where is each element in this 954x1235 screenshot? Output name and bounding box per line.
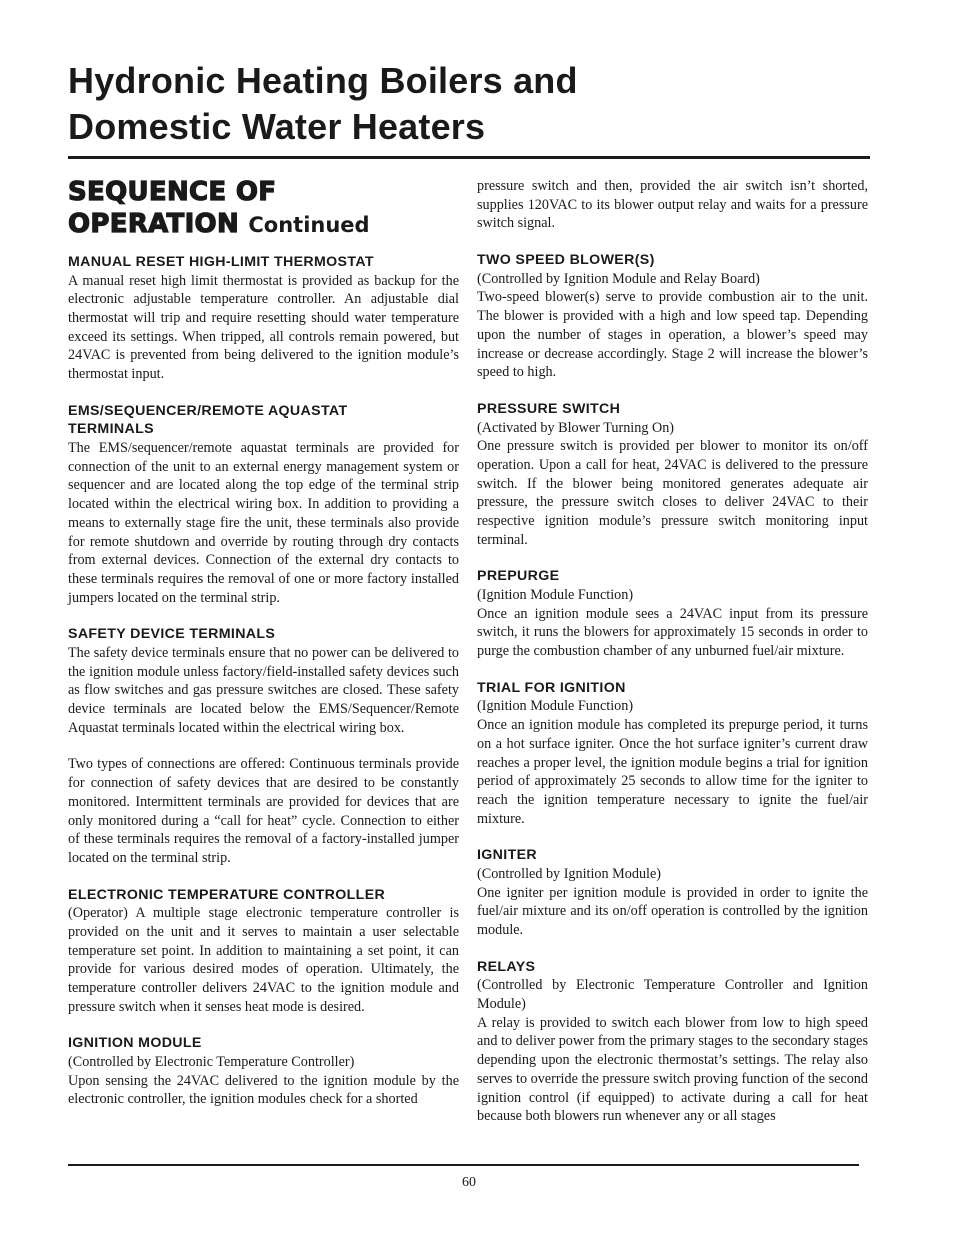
section-title-line2: OPERATION (68, 209, 240, 239)
footer-rule (68, 1164, 859, 1166)
igniter-heading: IGNITER (477, 847, 537, 864)
ems-section (68, 402, 459, 608)
etc-body: (Operator) A multiple stage electronic temperature controller is provided on the unit and it serves to maintain a user selectable temperature set point. In addition to maintaining a set point, it can provide for various desired modes of operation. Ultimately, the temperature controller delivers 24VAC to the ignition module and pressure switch when it senses heat mode is desired. (68, 905, 459, 1015)
page-title-line2: Domestic Water Heaters (68, 106, 486, 147)
safety-body-1: The safety device terminals ensure that no power can be delivered to the ignition module unless factory/field-installed safety devices such as flow switches and gas pressure switches are closed. These safety device terminals are located below the EMS/Sequencer/Remote Aquastat terminals located within the electrical wiring box. (68, 644, 459, 736)
igniter-sub: (Controlled by Ignition Module) (477, 865, 662, 882)
continuation-body: pressure switch and then, provided the air switch isn’t shorted, supplies 120VAC to its blower output relay and waits for a pressure switch signal. (477, 178, 868, 232)
section-title-line1: SEQUENCE OF (68, 177, 277, 207)
blower-heading: TWO SPEED BLOWER(S) (477, 252, 655, 269)
ignition-module-body: Upon sensing the 24VAC delivered to the ignition module by the electronic controller, the ignition modules check for a shorted (68, 1072, 459, 1108)
blower-section (477, 251, 868, 382)
ignition-module-section (68, 1034, 459, 1109)
prepurge-body: Once an ignition module sees a 24VAC input from its pressure switch, it runs the blowers for approximately 15 seconds in order to purge the combustion chamber of any unburned fuel/air mixture. (477, 605, 868, 660)
pressure-body: One pressure switch is provided per blower to monitor its on/off operation. Upon a call for heat, 24VAC is delivered to the pressure switch. If the blower being monitored generates adequate air pressure, the pressure switch closes to deliver 24VAC to their respective ignition module’s pressure switch monitoring input terminal. (477, 438, 868, 548)
igniter-section (477, 846, 868, 939)
safety-heading: SAFETY DEVICE TERMINALS (68, 626, 276, 643)
prepurge-sub: (Ignition Module Function) (477, 587, 634, 604)
continued-label: Continued (248, 213, 370, 237)
manual-reset-section (68, 253, 459, 384)
ems-body: The EMS/sequencer/remote aquastat terminals are provided for connection of the unit to an external energy management system or sequencer and are located along the top edge of the terminal strip located within the electrical wiring box. In addition to providing a means to externally stage fire the unit, these terminals also provide for remote shutdown and override by routing through dry contacts from external devices. Connection of the external dry contacts to these terminals requires the removal of one or more factory installed jumpers located on the terminal strip. (68, 440, 459, 606)
prepurge-heading: PREPURGE (477, 568, 560, 585)
trial-body: Once an ignition module has completed its prepurge period, it turns on a hot surface igniter. Once the hot surface igniter’s current draw reaches a proper level, the ignition module begins a trial for ignition period of approximately 25 seconds to allow time for the igniter to reach the ignition temperature necessary to ignite the fuel/air mixture. (477, 717, 868, 827)
page-number: 60 (462, 1175, 476, 1190)
etc-section (68, 886, 459, 1017)
blower-sub: (Controlled by Ignition Module and Relay Board) (477, 270, 760, 287)
ignition-module-heading: IGNITION MODULE (68, 1035, 202, 1052)
prepurge-section (477, 567, 868, 660)
header-rule (68, 156, 870, 159)
ems-heading (68, 402, 459, 439)
continuation-section (477, 177, 868, 233)
pressure-section (477, 400, 868, 550)
left-column (68, 176, 459, 1127)
safety-body-2: Two types of connections are offered: Continuous terminals provide for connection of safety devices that are desired to be constantly monitored. Intermittent terminals are provided for devices that are only monitored during a “call for heat” cycle. Connection to either of these terminals requires the removal of a factory-installed jumper located on the terminal strip. (68, 756, 459, 866)
pressure-sub: (Activated by Blower Turning On) (477, 419, 675, 436)
etc-heading: ELECTRONIC TEMPERATURE CONTROLLER (68, 886, 386, 903)
relays-sub: (Controlled by Electronic Temperature Controller and Ignition Module) (477, 977, 868, 1013)
ems-heading-line1: EMS/SEQUENCER/REMOTE AQUASTAT (68, 402, 348, 419)
trial-section (477, 679, 868, 829)
ignition-module-sub: (Controlled by Electronic Temperature Controller) (68, 1054, 355, 1071)
manual-reset-body: A manual reset high limit thermostat is provided as backup for the electronic adjustable temperature controller. An adjustable dial thermostat will trip and require resetting should water temperature exceed its settings. When tripped, all controls remain powered, but 24VAC is prevented from being delivered to the ignition module’s thermostat input. (68, 272, 459, 383)
blower-body: Two-speed blower(s) serve to provide combustion air to the unit. The blower is provided with a high and low speed tap. Depending upon the number of stages in operation, a blower’s speed may increase or decrease accordingly. Stage 2 will increase the blower’s speed to high. (477, 289, 868, 381)
ems-heading-line2: TERMINALS (68, 421, 154, 438)
trial-heading: TRIAL FOR IGNITION (477, 679, 626, 696)
page-title (68, 58, 888, 150)
section-title (68, 176, 459, 241)
relays-heading: RELAYS (477, 958, 536, 975)
safety-section (68, 625, 459, 867)
manual-reset-heading: MANUAL RESET HIGH-LIMIT THERMOSTAT (68, 254, 374, 270)
right-column (477, 177, 868, 1144)
trial-sub: (Ignition Module Function) (477, 698, 634, 715)
relays-section (477, 958, 868, 1126)
relays-body: A relay is provided to switch each blower from low to high speed and to deliver power from the primary stages to the secondary stages depending upon the electronic thermostat’s settings. The relay also serves to override the pressure switch proving function of the second ignition control (if equipped) to activate during a call for heat because both blowers run whenever any or all stages (477, 1014, 868, 1125)
page-title-line1: Hydronic Heating Boilers and (68, 60, 578, 101)
pressure-heading: PRESSURE SWITCH (477, 400, 621, 417)
igniter-body: One igniter per ignition module is provided in order to ignite the fuel/air mixture and its on/off operation is controlled by the ignition module. (477, 884, 868, 939)
